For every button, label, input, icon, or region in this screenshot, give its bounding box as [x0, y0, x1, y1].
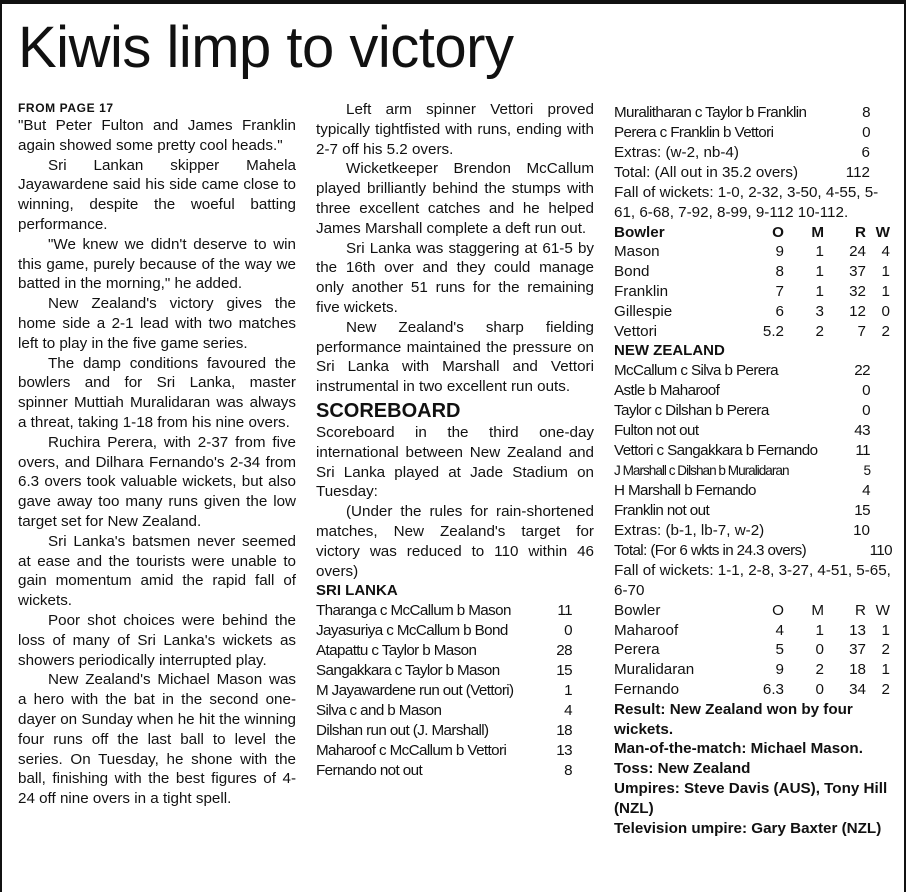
batting-row — [614, 381, 892, 401]
batting-row — [316, 641, 594, 661]
batsman-runs: 8 — [862, 104, 870, 121]
bowling-cell: Perera — [614, 641, 660, 659]
bowling-cell: 13 — [849, 621, 866, 639]
bowling-cell: Gillespie — [614, 302, 673, 320]
batting-row — [316, 701, 594, 721]
paragraph: Sri Lanka was staggering at 61-5 by the 16th over and they could manage only another 51 runs for the remaining five wickets. — [316, 239, 594, 316]
scoreboard-note: (Under the rules for rain-shortened matches, New Zealand's target for victory was reduced to 110 within 46 overs) — [316, 503, 594, 580]
bowling-header-cell: R — [855, 223, 866, 241]
batsman-runs: 43 — [854, 422, 870, 440]
bowling-header-cell: M — [811, 601, 824, 619]
bowling-cell: 1 — [881, 263, 890, 281]
batsman-dismissal: Tharanga c McCallum b Mason — [316, 602, 511, 620]
batting-row — [316, 741, 594, 761]
scoreboard-column-3 — [614, 103, 892, 838]
extras-value: 10 — [853, 522, 870, 540]
batting-row — [614, 123, 892, 143]
batsman-runs: 11 — [855, 442, 870, 460]
bowling-header-cell: W — [875, 601, 890, 619]
bowling-cell: Muralidaran — [614, 661, 695, 679]
bowling-cell: 6 — [775, 302, 784, 320]
batsman-dismissal: Sangakkara c Taylor b Mason — [316, 662, 500, 680]
batsman-runs: 28 — [556, 642, 572, 660]
bowling-cell: Franklin — [614, 282, 669, 300]
batting-row — [316, 621, 594, 641]
batting-row — [316, 661, 594, 681]
extras-label: Extras: (w-2, nb-4) — [614, 144, 739, 161]
paragraph: Poor shot choices were behind the loss of many of Sri Lanka's wickets as showers periodically interrupted play. — [18, 611, 296, 669]
paragraph: New Zealand's Michael Mason was a hero with the bat in the second one-dayer on Sunday when he hit the winning four runs off the last ball to level the series. On Tuesday, he shone with the ball, finishing with the best figures of 4-24 off nine overs in a tight spell. — [18, 671, 296, 808]
bowling-cell: 3 — [815, 302, 824, 320]
batting-row — [614, 481, 892, 501]
batsman-dismissal: Silva c and b Mason — [316, 702, 442, 720]
batting-row — [614, 501, 892, 521]
team-heading-new-zealand: NEW ZEALAND — [614, 342, 725, 360]
sri-lanka-batting — [316, 601, 594, 781]
bowling-cell: 7 — [775, 282, 784, 300]
batsman-runs: 15 — [854, 502, 870, 520]
batsman-dismissal: Fernando not out — [316, 762, 423, 780]
bowling-cell: 4 — [775, 621, 784, 639]
bowling-cell: 1 — [881, 621, 890, 639]
match-result: Result: New Zealand won by four wickets. — [614, 700, 853, 738]
batsman-dismissal: M Jayawardene run out (Vettori) — [316, 682, 514, 700]
bowling-cell: Vettori — [614, 322, 658, 340]
sri-lanka-batting-continued — [614, 103, 892, 143]
batsman-runs: 0 — [862, 124, 870, 141]
paragraph: "But Peter Fulton and James Franklin again showed some pretty cool heads." — [18, 117, 296, 154]
total-label: Total: (For 6 wkts in 24.3 overs) — [614, 542, 807, 560]
batsman-runs: 11 — [557, 602, 572, 620]
paragraph: Sri Lanka's batsmen never seemed at ease and the tourists were unable to gain momentum amid the rapid fall of wickets. — [18, 532, 296, 610]
left-border — [0, 0, 2, 892]
bowling-row — [614, 640, 890, 660]
bowling-cell: Fernando — [614, 680, 680, 698]
bowling-cell: 12 — [849, 302, 866, 320]
scoreboard-heading: SCOREBOARD — [316, 399, 461, 422]
bowling-cell: 1 — [815, 243, 824, 261]
paragraph: Left arm spinner Vettori proved typically tightfisted with runs, ending with 2-7 off his 5.2 overs. — [316, 101, 594, 158]
batsman-runs: 4 — [862, 482, 870, 500]
bowling-cell: 32 — [849, 282, 866, 300]
bowling-row — [614, 302, 890, 322]
toss: Toss: New Zealand — [614, 760, 751, 778]
bowling-cell: 8 — [775, 263, 784, 281]
bowling-cell: 24 — [849, 243, 866, 261]
batting-row — [614, 103, 892, 123]
headline: Kiwis limp to victory — [18, 15, 514, 80]
new-zealand-batting — [614, 361, 892, 521]
batting-row — [316, 681, 594, 701]
bowling-header-cell: Bowler — [614, 223, 665, 241]
bowling-header-cell: R — [855, 601, 866, 619]
article-column-1 — [18, 100, 296, 809]
batting-row — [614, 441, 892, 461]
bowling-cell: 1 — [815, 263, 824, 281]
batsman-runs: 0 — [862, 382, 870, 400]
article-column-2 — [316, 100, 594, 781]
total-row — [614, 163, 892, 183]
paragraph: New Zealand's victory gives the home side a 2-1 lead with two matches left to play in the five game series. — [18, 295, 296, 352]
batsman-dismissal: McCallum c Silva b Perera — [614, 362, 778, 380]
top-rule — [0, 0, 906, 4]
bowling-header-cell: M — [811, 223, 824, 241]
bowling-cell: 6.3 — [762, 680, 784, 698]
bowling-cell: 4 — [881, 243, 890, 261]
batsman-runs: 22 — [854, 362, 870, 380]
bowling-row — [614, 680, 890, 700]
bowling-header-cell: O — [772, 601, 784, 619]
batsman-dismissal: H Marshall b Fernando — [614, 482, 756, 500]
paragraph: Wicketkeeper Brendon McCallum played brilliantly behind the stumps with three excellent catches and he helped James Marshall complete a deft run out. — [316, 160, 594, 237]
batsman-dismissal: J Marshall c Dilshan b Muralidaran — [614, 463, 789, 479]
bowling-header-cell: O — [772, 223, 784, 241]
bowling-cell: 37 — [849, 641, 866, 659]
bowling-cell: 37 — [849, 263, 866, 281]
bowling-cell: 1 — [881, 282, 890, 300]
paragraph: "We knew we didn't deserve to win this game, purely because of the way we batted in the morning," he added. — [18, 235, 296, 293]
paragraph: New Zealand's sharp fielding performance maintained the pressure on Sri Lanka with Marshall and Vettori instrumental in two excellent run outs. — [316, 318, 594, 396]
batsman-runs: 15 — [556, 662, 572, 680]
extras-value: 6 — [861, 144, 870, 161]
sri-lanka-bowling-table — [614, 223, 890, 342]
batsman-runs: 13 — [556, 742, 572, 760]
umpires: Umpires: Steve Davis (AUS), Tony Hill (NZL) — [614, 779, 888, 817]
bowling-row — [614, 660, 890, 680]
bowling-cell: Mason — [614, 243, 660, 261]
extras-label: Extras: (b-1, lb-7, w-2) — [614, 522, 765, 540]
bowling-cell: 2 — [881, 322, 890, 340]
bowling-header-cell: W — [875, 223, 890, 241]
batsman-runs: 8 — [564, 762, 572, 780]
bowling-cell: 7 — [857, 322, 866, 340]
bowling-header-row — [614, 223, 890, 243]
bowling-row — [614, 242, 890, 262]
bowling-cell: 2 — [881, 641, 890, 659]
fall-of-wickets: Fall of wickets: 1-0, 2-32, 3-50, 4-55, 5-61, 6-68, 7-92, 8-99, 9-112 10-112. — [614, 184, 879, 221]
scoreboard-intro: Scoreboard in the third one-day international between New Zealand and Sri Lanka played at Jade Stadium on Tuesday: — [316, 423, 594, 501]
bowling-row — [614, 621, 890, 641]
batting-row — [614, 361, 892, 381]
paragraph: The damp conditions favoured the bowlers and for Sri Lanka, master spinner Muttiah Muralidaran was always a threat, taking 1-18 from his nine overs. — [18, 354, 296, 431]
extras-row — [614, 143, 892, 163]
batsman-dismissal: Perera c Franklin b Vettori — [614, 124, 774, 141]
batsman-dismissal: Astle b Maharoof — [614, 382, 720, 400]
total-row — [614, 541, 892, 561]
batsman-dismissal: Fulton not out — [614, 422, 699, 440]
batsman-runs: 18 — [556, 722, 572, 740]
batsman-dismissal: Jayasuriya c McCallum b Bond — [316, 622, 508, 640]
bowling-cell: 1 — [881, 661, 890, 679]
bowling-cell: 2 — [881, 680, 890, 698]
batsman-runs: 1 — [564, 682, 572, 700]
bowling-row — [614, 262, 890, 282]
extras-row — [614, 521, 892, 541]
bowling-cell: 0 — [881, 302, 890, 320]
paragraph: Ruchira Perera, with 2-37 from five overs, and Dilhara Fernando's 2-34 from 6.3 overs took valuable wickets, but also gave away too many runs given the low target set for New Zealand. — [18, 433, 296, 530]
batsman-dismissal: Dilshan run out (J. Marshall) — [316, 722, 489, 740]
batting-row — [614, 421, 892, 441]
bowling-cell: Bond — [614, 263, 650, 281]
batting-row — [614, 401, 892, 421]
man-of-the-match: Man-of-the-match: Michael Mason. — [614, 740, 863, 758]
batting-row — [614, 461, 892, 481]
batting-row — [316, 721, 594, 741]
total-label: Total: (All out in 35.2 overs) — [614, 164, 799, 181]
bowling-cell: 9 — [775, 661, 784, 679]
total-value: 112 — [845, 164, 870, 181]
total-value: 110 — [869, 542, 892, 560]
bowling-header-row — [614, 601, 890, 621]
fall-of-wickets: Fall of wickets: 1-1, 2-8, 3-27, 4-51, 5-65, 6-70 — [614, 562, 891, 599]
batsman-dismissal: Franklin not out — [614, 502, 710, 520]
bowling-cell: 1 — [815, 282, 824, 300]
continuation-label: FROM PAGE 17 — [18, 101, 114, 115]
bowling-cell: 5.2 — [762, 322, 784, 340]
bowling-cell: 34 — [849, 680, 866, 698]
bowling-cell: 9 — [775, 243, 784, 261]
bowling-cell: 1 — [815, 621, 824, 639]
batsman-dismissal: Atapattu c Taylor b Mason — [316, 642, 477, 660]
batting-row — [316, 761, 594, 781]
bowling-cell: Maharoof — [614, 621, 679, 639]
television-umpire: Television umpire: Gary Baxter (NZL) — [614, 819, 882, 837]
batsman-runs: 0 — [564, 622, 572, 640]
bowling-cell: 0 — [815, 680, 824, 698]
batsman-dismissal: Muralitharan c Taylor b Franklin — [614, 104, 807, 121]
batsman-dismissal: Taylor c Dilshan b Perera — [614, 402, 769, 420]
batsman-dismissal: Maharoof c McCallum b Vettori — [316, 742, 507, 760]
team-heading-sri-lanka: SRI LANKA — [316, 582, 398, 600]
bowling-cell: 2 — [815, 322, 824, 340]
bowling-header-cell: Bowler — [614, 601, 661, 619]
batsman-runs: 4 — [564, 702, 572, 720]
bowling-row — [614, 282, 890, 302]
bowling-row — [614, 322, 890, 342]
batsman-dismissal: Vettori c Sangakkara b Fernando — [614, 442, 818, 460]
new-zealand-bowling-table — [614, 601, 890, 700]
batting-row — [316, 601, 594, 621]
batsman-runs: 5 — [863, 463, 870, 479]
paragraph: Sri Lankan skipper Mahela Jayawardene said his side came close to winning, despite the woeful batting performance. — [18, 156, 296, 233]
bowling-cell: 2 — [815, 661, 824, 679]
bowling-cell: 18 — [849, 661, 866, 679]
batsman-runs: 0 — [862, 402, 870, 420]
bowling-cell: 0 — [815, 641, 824, 659]
bowling-cell: 5 — [775, 641, 784, 659]
